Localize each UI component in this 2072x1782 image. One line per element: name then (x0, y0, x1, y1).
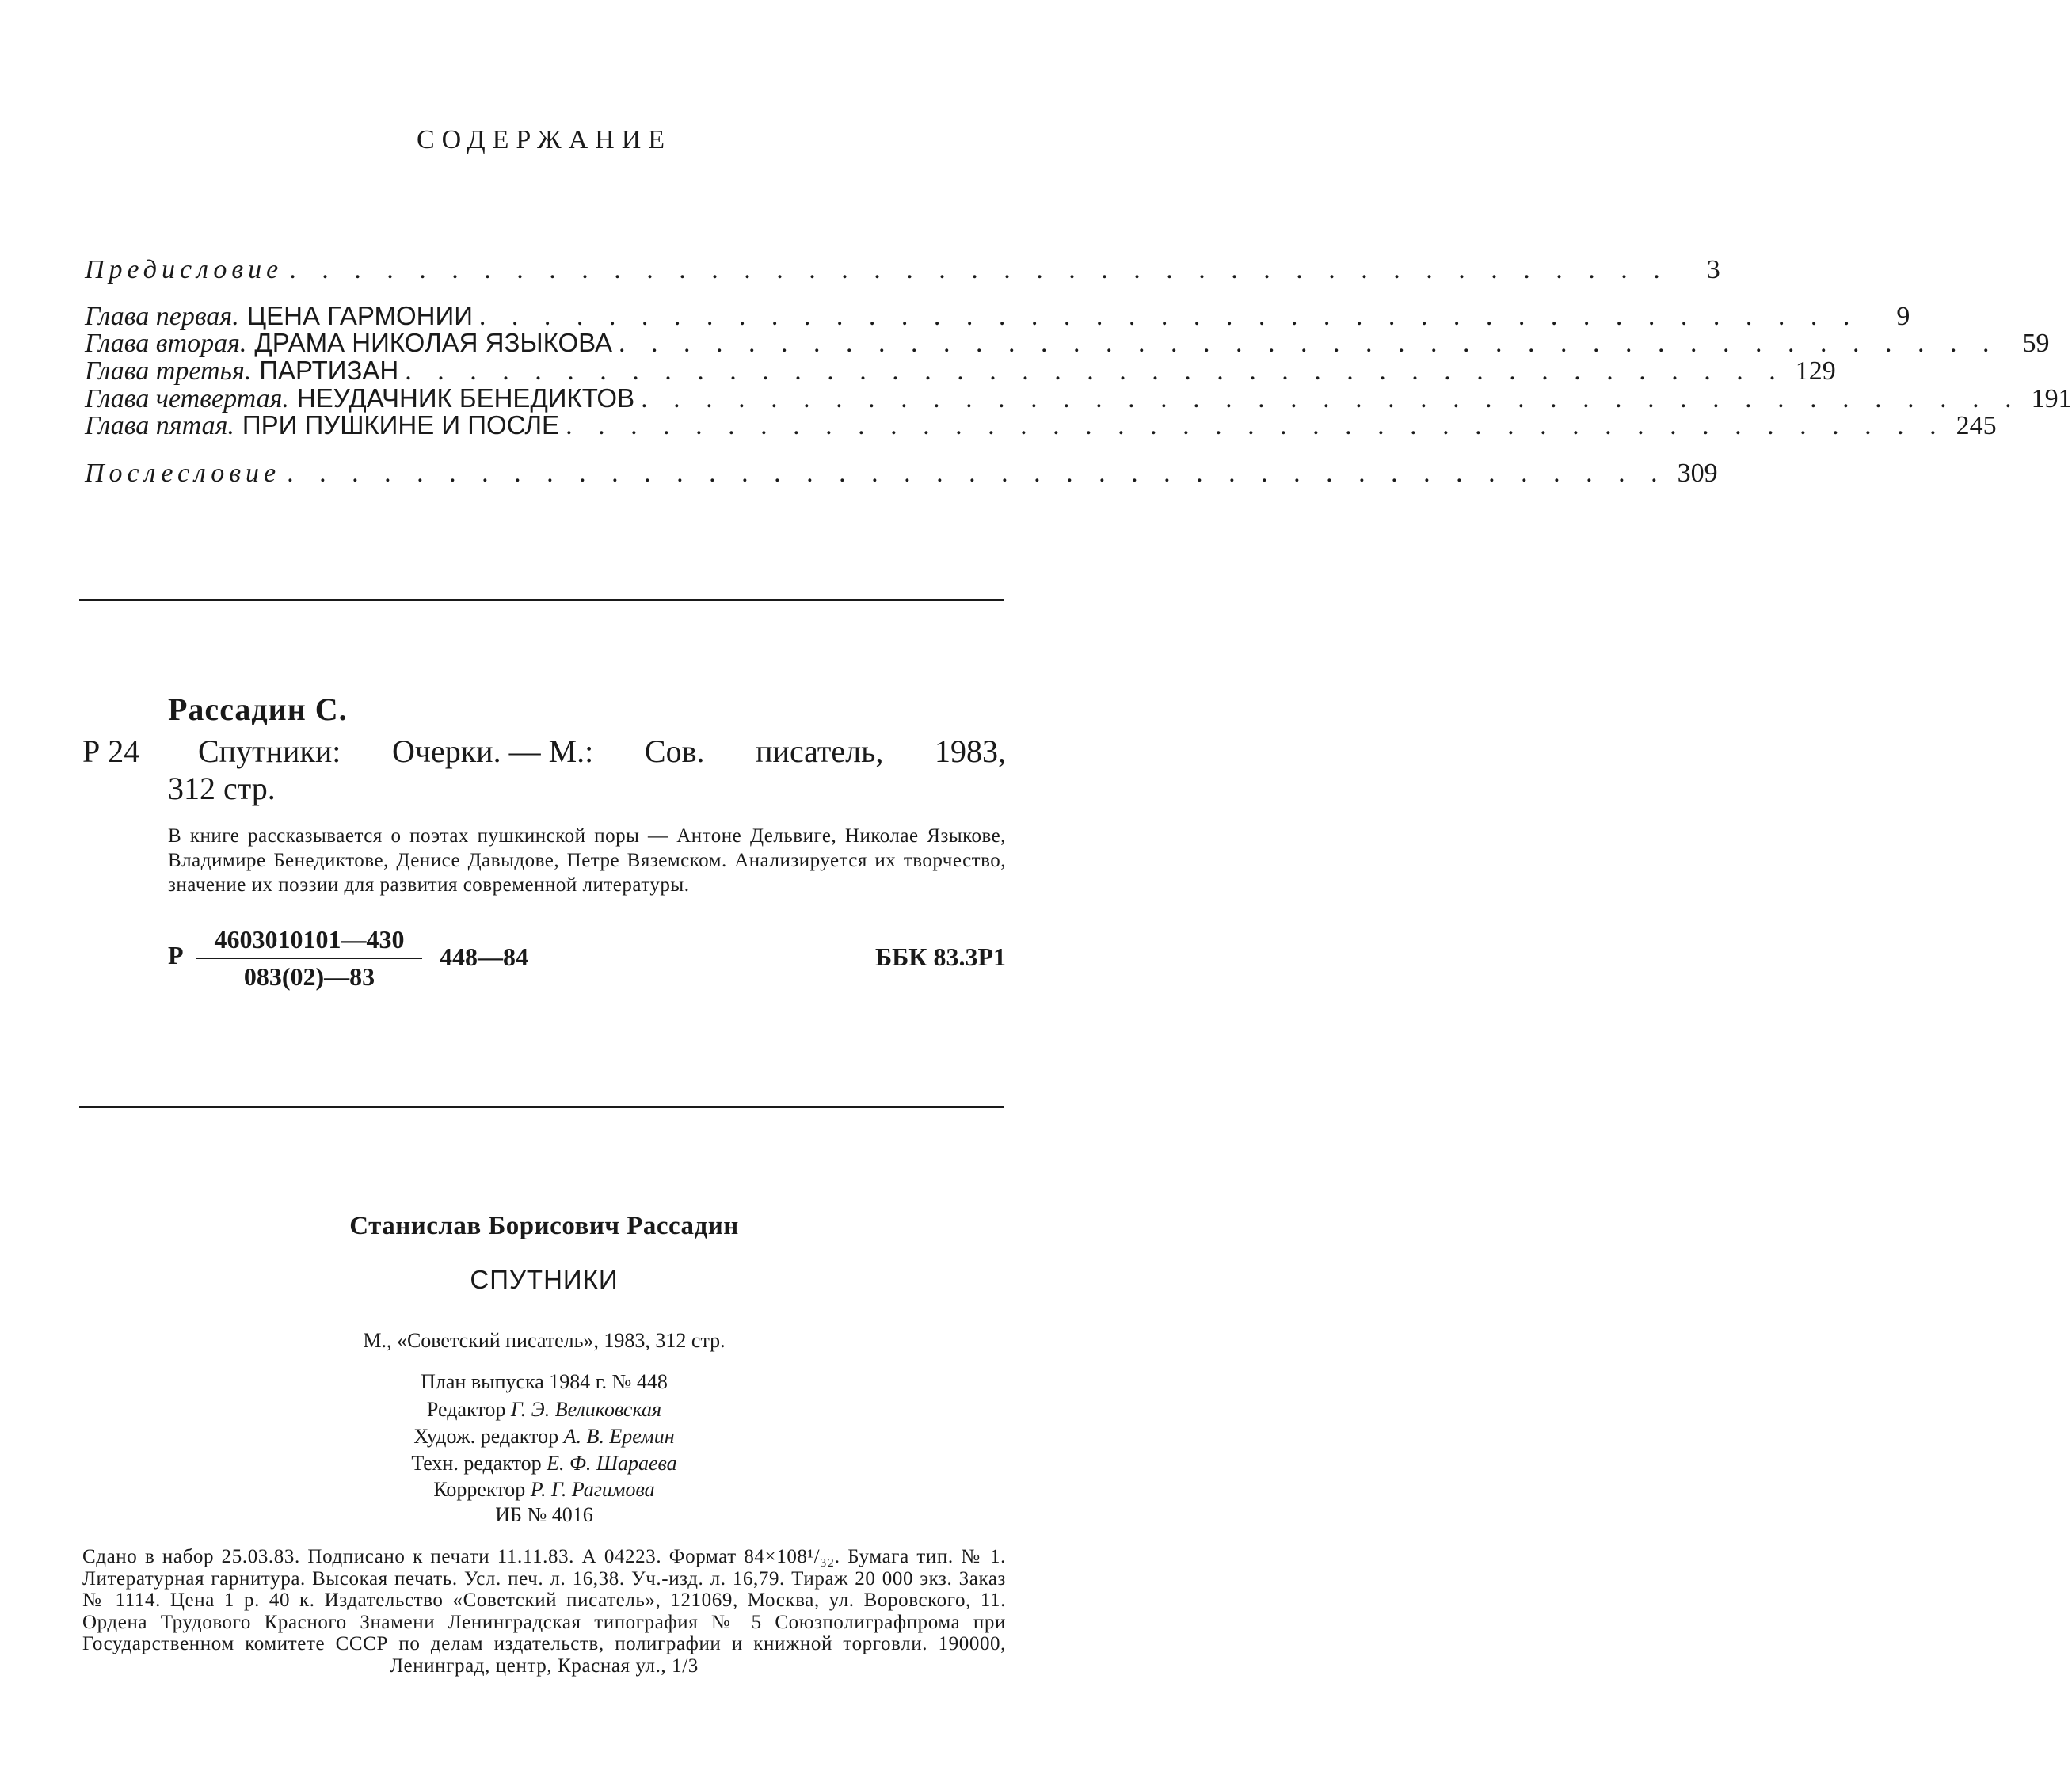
toc-entry-chapter-5 (85, 410, 1997, 444)
toc-entry-name: ПАРТИЗАН (259, 356, 399, 385)
catalog-word: писатель, (756, 733, 884, 769)
toc-entry-label: Предисловие (85, 255, 284, 284)
toc-entry-page: 129 (1795, 356, 1836, 386)
credit-role: Техн. редактор (411, 1452, 547, 1475)
divider-rule (79, 1106, 1004, 1108)
credit-tech-editor (0, 1452, 1088, 1475)
index-fraction (196, 925, 422, 992)
toc-leader-dots: . . . . . . . . . . . . . . . . . . . . . . . . . . . . . . . . . . . . . . . . . . . (641, 384, 2021, 413)
toc-leader-dots: . . . . . . . . . . . . . . . . . . . . . . . . . . . . . . . . . . . . . . . . . . . (566, 411, 1946, 440)
publication-line: М., «Советский писатель», 1983, 312 стр. (363, 1329, 726, 1352)
credit-person: Е. Ф. Шараева (547, 1452, 677, 1475)
catalog-line-1 (198, 733, 1006, 770)
credit-art-editor (0, 1425, 1088, 1449)
bbk-code: ББК 83.3Р1 (874, 942, 1006, 971)
author-full-name: Станислав Борисович Рассадин (349, 1212, 739, 1240)
toc-entry-preface (85, 255, 1720, 288)
catalog-word: Очерки. — М.: (391, 733, 594, 769)
index-denominator: 083(02)—83 (243, 962, 375, 991)
divider-rule (79, 599, 1004, 601)
toc-entry-label: Послесловие (85, 459, 281, 488)
plan-line: План выпуска 1984 г. № 448 (421, 1370, 668, 1393)
toc-entry-label: Глава третья. (85, 356, 252, 386)
catalog-word: Спутники: (198, 733, 341, 769)
book-title: СПУТНИКИ (470, 1265, 619, 1294)
credit-role: Редактор (426, 1398, 511, 1421)
toc-leader-dots: . . . . . . . . . . . . . . . . . . . . . . . . . . . . . . . . . . . . . . . . . . . (405, 356, 1785, 386)
credit-person: Г. Э. Великовская (510, 1398, 662, 1421)
toc-leader-dots: . . . . . . . . . . . . . . . . . . . . . . . . . . . . . . . . . . . . . . . . . . . (287, 459, 1667, 488)
toc-entry-afterword (85, 459, 1718, 492)
toc-entry-label: Глава четвертая. (85, 384, 289, 413)
toc-entry-name: НЕУДАЧНИК БЕНЕДИКТОВ (296, 383, 635, 413)
credit-proofreader (0, 1478, 1088, 1502)
index-letter: Р (168, 941, 184, 969)
credit-role: Худож. редактор (413, 1425, 564, 1448)
toc-entry-page: 3 (1706, 255, 1720, 284)
toc-entry-label: Глава пятая. (85, 411, 234, 440)
toc-entry-page: 191 (2031, 384, 2072, 413)
toc-entry-page: 309 (1677, 459, 1718, 488)
catalog-code: Р 24 (82, 733, 140, 769)
credit-person: Р. Г. Рагимова (530, 1478, 655, 1501)
credit-person: А. В. Еремин (563, 1425, 675, 1448)
toc-leader-dots: . . . . . . . . . . . . . . . . . . . . . . . . . . . . . . . . . . . . . . . . . . . (619, 329, 1999, 358)
ib-number: ИБ № 4016 (495, 1503, 593, 1526)
catalog-word: 1983, (934, 733, 1006, 769)
toc-leader-dots: . . . . . . . . . . . . . . . . . . . . . . . . . . . . . . . . . . . . . . . . . . . (289, 255, 1670, 284)
index-order: 448—84 (440, 942, 528, 971)
toc-entry-page: 245 (1956, 411, 1997, 440)
toc-entry-name: ПРИ ПУШКИНЕ И ПОСЛЕ (242, 410, 560, 440)
contents-title: СОДЕРЖАНИЕ (416, 125, 672, 154)
toc-entry-page: 59 (2022, 329, 2050, 358)
toc-entry-label: Глава вторая. (85, 329, 247, 358)
catalog-word: Сов. (644, 733, 705, 769)
credit-editor (0, 1398, 1088, 1422)
index-numerator: 4603010101—430 (196, 925, 422, 959)
toc-leader-dots: . . . . . . . . . . . . . . . . . . . . . . . . . . . . . . . . . . . . . . . . . . . (478, 302, 1860, 331)
toc-entry-page: 9 (1896, 302, 1910, 331)
credit-role: Корректор (433, 1478, 531, 1501)
imprint-details: Сдано в набор 25.03.83. Подписано к печати 11.11.83. А 04223. Формат 84×108¹/₃₂. Бумага тип. № 1. Литературная гарнитура. Высокая печать. Усл. печ. л. 16,38. Уч.-изд. л. 16,79. Тираж 20 000 экз. Заказ № 1114. Цена 1 р. 40 к. Издательство «Советский писатель», 121069, Москва, ул. Воровского, 11. Ордена Трудового Красного Знамени Ленинградская типография № 5 Союзполиграфпрома при Государственном комитете СССР по делам издательств, полиграфии и книжной торговли. 190000, Ленинград, центр, Красная ул., 1/3 (82, 1546, 1006, 1677)
toc-entry-label: Глава первая. (85, 302, 239, 331)
catalog-author: Рассадин С. (168, 691, 348, 727)
toc-entry-name: ДРАМА НИКОЛАЯ ЯЗЫКОВА (254, 328, 613, 357)
catalog-abstract: В книге рассказывается о поэтах пушкинской поры — Антоне Дельвиге, Николае Языкове, Владимире Бенедиктове, Денисе Давыдове, Петре Вяземском. Анализируется их творчество, значение их поэзии для развития современной литературы. (168, 825, 1006, 896)
toc-entry-name: ЦЕНА ГАРМОНИИ (246, 301, 473, 330)
catalog-line-2: 312 стр. (168, 771, 276, 806)
